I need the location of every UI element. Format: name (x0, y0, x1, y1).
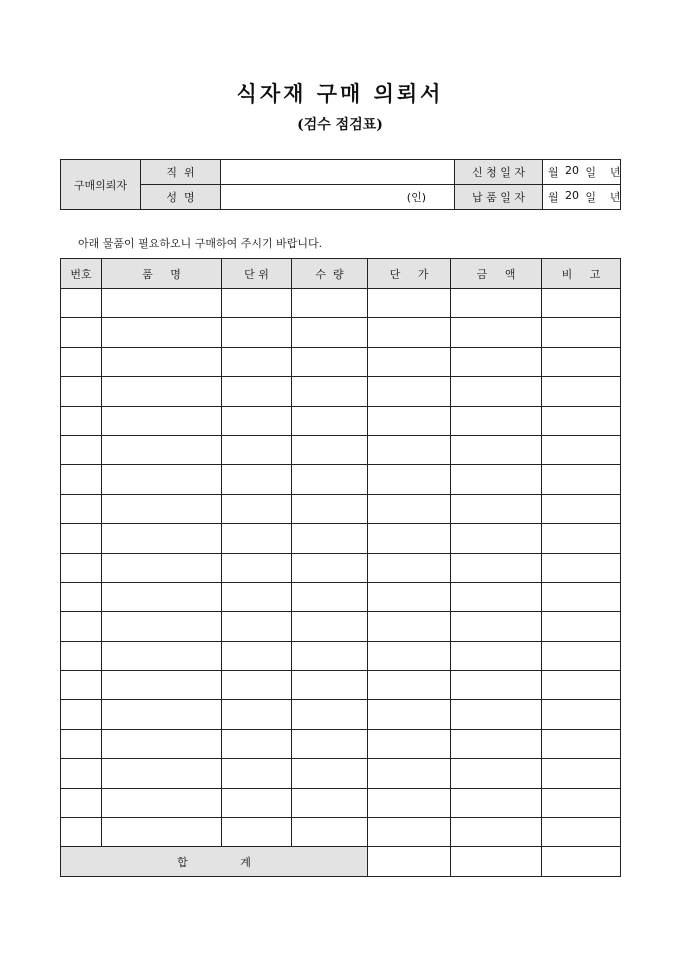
amount-cell[interactable] (451, 612, 542, 641)
unit-price-cell[interactable] (368, 289, 451, 318)
unit-price-cell[interactable] (368, 318, 451, 347)
quantity-cell[interactable] (292, 289, 368, 318)
number-cell[interactable] (61, 289, 102, 318)
request-date-day-unit: 일 (585, 166, 596, 179)
remarks-cell[interactable] (542, 318, 621, 347)
unit-cell[interactable] (222, 553, 292, 582)
amount-cell[interactable] (451, 524, 542, 553)
unit-price-cell[interactable] (368, 406, 451, 435)
unit-price-cell[interactable] (368, 377, 451, 406)
table-row (61, 818, 621, 847)
name-field[interactable] (221, 185, 455, 210)
unit-price-cell[interactable] (368, 612, 451, 641)
remarks-cell[interactable] (542, 788, 621, 817)
remarks-cell[interactable] (542, 524, 621, 553)
table-row (61, 700, 621, 729)
quantity-cell[interactable] (292, 788, 368, 817)
header-item-name: 품 명 (102, 259, 222, 289)
table-row (61, 729, 621, 758)
number-cell[interactable] (61, 406, 102, 435)
header-quantity: 수 량 (292, 259, 368, 289)
unit-cell[interactable] (222, 524, 292, 553)
table-row (61, 347, 621, 376)
unit-cell[interactable] (222, 347, 292, 376)
unit-price-cell[interactable] (368, 671, 451, 700)
number-cell[interactable] (61, 818, 102, 847)
total-amount-cell[interactable] (451, 847, 542, 877)
amount-cell[interactable] (451, 318, 542, 347)
amount-cell[interactable] (451, 553, 542, 582)
quantity-cell[interactable] (292, 582, 368, 611)
document-subtitle: (검수 점검표) (297, 117, 383, 133)
delivery-date-label: 납 품 일 자 (455, 185, 543, 210)
amount-cell[interactable] (451, 788, 542, 817)
number-cell[interactable] (61, 347, 102, 376)
unit-price-cell[interactable] (368, 494, 451, 523)
number-cell[interactable] (61, 729, 102, 758)
unit-price-cell[interactable] (368, 788, 451, 817)
quantity-cell[interactable] (292, 612, 368, 641)
item-name-cell[interactable] (102, 465, 222, 494)
number-cell[interactable] (61, 612, 102, 641)
table-row (61, 465, 621, 494)
total-unit-price-cell[interactable] (368, 847, 451, 877)
remarks-cell[interactable] (542, 612, 621, 641)
delivery-date-year-unit: 년 (609, 191, 621, 204)
position-field[interactable] (221, 160, 455, 185)
delivery-date-day-unit: 일 (585, 190, 596, 204)
remarks-cell[interactable] (542, 289, 621, 318)
remarks-cell[interactable] (542, 582, 621, 611)
item-name-cell[interactable] (102, 524, 222, 553)
unit-cell[interactable] (222, 465, 292, 494)
table-row (61, 494, 621, 523)
remarks-cell[interactable] (542, 406, 621, 435)
unit-price-cell[interactable] (368, 700, 451, 729)
unit-cell[interactable] (222, 494, 292, 523)
unit-cell[interactable] (222, 289, 292, 318)
unit-price-cell[interactable] (368, 553, 451, 582)
table-row (61, 553, 621, 582)
quantity-cell[interactable] (292, 524, 368, 553)
number-cell[interactable] (61, 671, 102, 700)
request-date-year-unit: 년 (609, 166, 621, 179)
item-name-cell[interactable] (102, 729, 222, 758)
number-cell[interactable] (61, 318, 102, 347)
unit-price-cell[interactable] (368, 818, 451, 847)
item-name-cell[interactable] (102, 759, 222, 788)
amount-cell[interactable] (451, 818, 542, 847)
unit-cell[interactable] (222, 318, 292, 347)
unit-cell[interactable] (222, 671, 292, 700)
item-name-cell[interactable] (102, 435, 222, 464)
request-date-label: 신 청 일 자 (455, 160, 543, 185)
amount-cell[interactable] (451, 347, 542, 376)
quantity-cell[interactable] (292, 347, 368, 376)
unit-cell[interactable] (222, 377, 292, 406)
quantity-cell[interactable] (292, 729, 368, 758)
remarks-cell[interactable] (542, 435, 621, 464)
number-cell[interactable] (61, 524, 102, 553)
quantity-cell[interactable] (292, 494, 368, 523)
unit-price-cell[interactable] (368, 641, 451, 670)
header-number: 번호 (61, 259, 102, 289)
remarks-cell[interactable] (542, 553, 621, 582)
request-note: 아래 물품이 필요하오니 구매하여 주시기 바랍니다. (78, 237, 323, 250)
remarks-cell[interactable] (542, 494, 621, 523)
number-cell[interactable] (61, 759, 102, 788)
item-name-cell[interactable] (102, 377, 222, 406)
table-row (61, 612, 621, 641)
unit-cell[interactable] (222, 582, 292, 611)
item-name-cell[interactable] (102, 289, 222, 318)
amount-cell[interactable] (451, 289, 542, 318)
remarks-cell[interactable] (542, 347, 621, 376)
number-cell[interactable] (61, 494, 102, 523)
unit-cell[interactable] (222, 788, 292, 817)
item-name-cell[interactable] (102, 671, 222, 700)
quantity-cell[interactable] (292, 377, 368, 406)
total-remarks-cell[interactable] (542, 847, 621, 877)
unit-cell[interactable] (222, 435, 292, 464)
unit-price-cell[interactable] (368, 435, 451, 464)
quantity-cell[interactable] (292, 700, 368, 729)
unit-price-cell[interactable] (368, 347, 451, 376)
number-cell[interactable] (61, 553, 102, 582)
amount-cell[interactable] (451, 582, 542, 611)
amount-cell[interactable] (451, 377, 542, 406)
table-row (61, 671, 621, 700)
amount-cell[interactable] (451, 729, 542, 758)
table-row (61, 377, 621, 406)
header-amount: 금 액 (451, 259, 542, 289)
unit-cell[interactable] (222, 406, 292, 435)
table-row (61, 318, 621, 347)
quantity-cell[interactable] (292, 465, 368, 494)
quantity-cell[interactable] (292, 671, 368, 700)
amount-cell[interactable] (451, 435, 542, 464)
remarks-cell[interactable] (542, 818, 621, 847)
unit-cell[interactable] (222, 641, 292, 670)
amount-cell[interactable] (451, 465, 542, 494)
remarks-cell[interactable] (542, 729, 621, 758)
amount-cell[interactable] (451, 494, 542, 523)
unit-cell[interactable] (222, 818, 292, 847)
table-row (61, 435, 621, 464)
item-name-cell[interactable] (102, 788, 222, 817)
number-cell[interactable] (61, 582, 102, 611)
header-unit: 단 위 (222, 259, 292, 289)
quantity-cell[interactable] (292, 759, 368, 788)
number-cell[interactable] (61, 700, 102, 729)
document-title: 식자재 구매 의뢰서 (236, 81, 444, 106)
total-label: 합 계 (61, 847, 368, 877)
requester-group-label: 구매의뢰자 (61, 160, 141, 210)
quantity-cell[interactable] (292, 435, 368, 464)
remarks-cell[interactable] (542, 700, 621, 729)
item-name-cell[interactable] (102, 641, 222, 670)
number-cell[interactable] (61, 641, 102, 670)
number-cell[interactable] (61, 788, 102, 817)
item-name-cell[interactable] (102, 700, 222, 729)
remarks-cell[interactable] (542, 641, 621, 670)
request-date-month-unit: 월 (548, 166, 559, 179)
amount-cell[interactable] (451, 641, 542, 670)
remarks-cell[interactable] (542, 465, 621, 494)
item-name-cell[interactable] (102, 494, 222, 523)
table-row (61, 641, 621, 670)
unit-price-cell[interactable] (368, 759, 451, 788)
unit-price-cell[interactable] (368, 729, 451, 758)
remarks-cell[interactable] (542, 759, 621, 788)
header-remarks: 비 고 (542, 259, 621, 289)
request-date-year-prefix: 20 (565, 164, 579, 177)
unit-cell[interactable] (222, 612, 292, 641)
table-row (61, 582, 621, 611)
item-name-cell[interactable] (102, 406, 222, 435)
remarks-cell[interactable] (542, 377, 621, 406)
unit-price-cell[interactable] (368, 524, 451, 553)
position-label: 직 위 (141, 160, 221, 185)
table-row (61, 406, 621, 435)
date-units-column (536, 160, 621, 209)
remarks-cell[interactable] (542, 671, 621, 700)
number-cell[interactable] (61, 377, 102, 406)
seal-mark: (인) (406, 191, 426, 204)
amount-cell[interactable] (451, 759, 542, 788)
table-row (61, 289, 621, 318)
table-row (61, 524, 621, 553)
header-unit-price: 단 가 (368, 259, 451, 289)
unit-price-cell[interactable] (368, 582, 451, 611)
item-name-cell[interactable] (102, 318, 222, 347)
quantity-cell[interactable] (292, 818, 368, 847)
unit-cell[interactable] (222, 729, 292, 758)
amount-cell[interactable] (451, 671, 542, 700)
item-name-cell[interactable] (102, 612, 222, 641)
items-table (60, 258, 621, 877)
unit-cell[interactable] (222, 759, 292, 788)
unit-price-cell[interactable] (368, 465, 451, 494)
item-name-cell[interactable] (102, 553, 222, 582)
quantity-cell[interactable] (292, 318, 368, 347)
item-name-cell[interactable] (102, 347, 222, 376)
table-row (61, 788, 621, 817)
delivery-date-year-prefix: 20 (565, 189, 579, 202)
name-label: 성 명 (141, 185, 221, 210)
quantity-cell[interactable] (292, 553, 368, 582)
table-row (61, 759, 621, 788)
amount-cell[interactable] (451, 700, 542, 729)
item-name-cell[interactable] (102, 818, 222, 847)
number-cell[interactable] (61, 465, 102, 494)
quantity-cell[interactable] (292, 406, 368, 435)
delivery-date-month-unit: 월 (548, 190, 559, 204)
amount-cell[interactable] (451, 406, 542, 435)
number-cell[interactable] (61, 435, 102, 464)
quantity-cell[interactable] (292, 641, 368, 670)
item-name-cell[interactable] (102, 582, 222, 611)
unit-cell[interactable] (222, 700, 292, 729)
